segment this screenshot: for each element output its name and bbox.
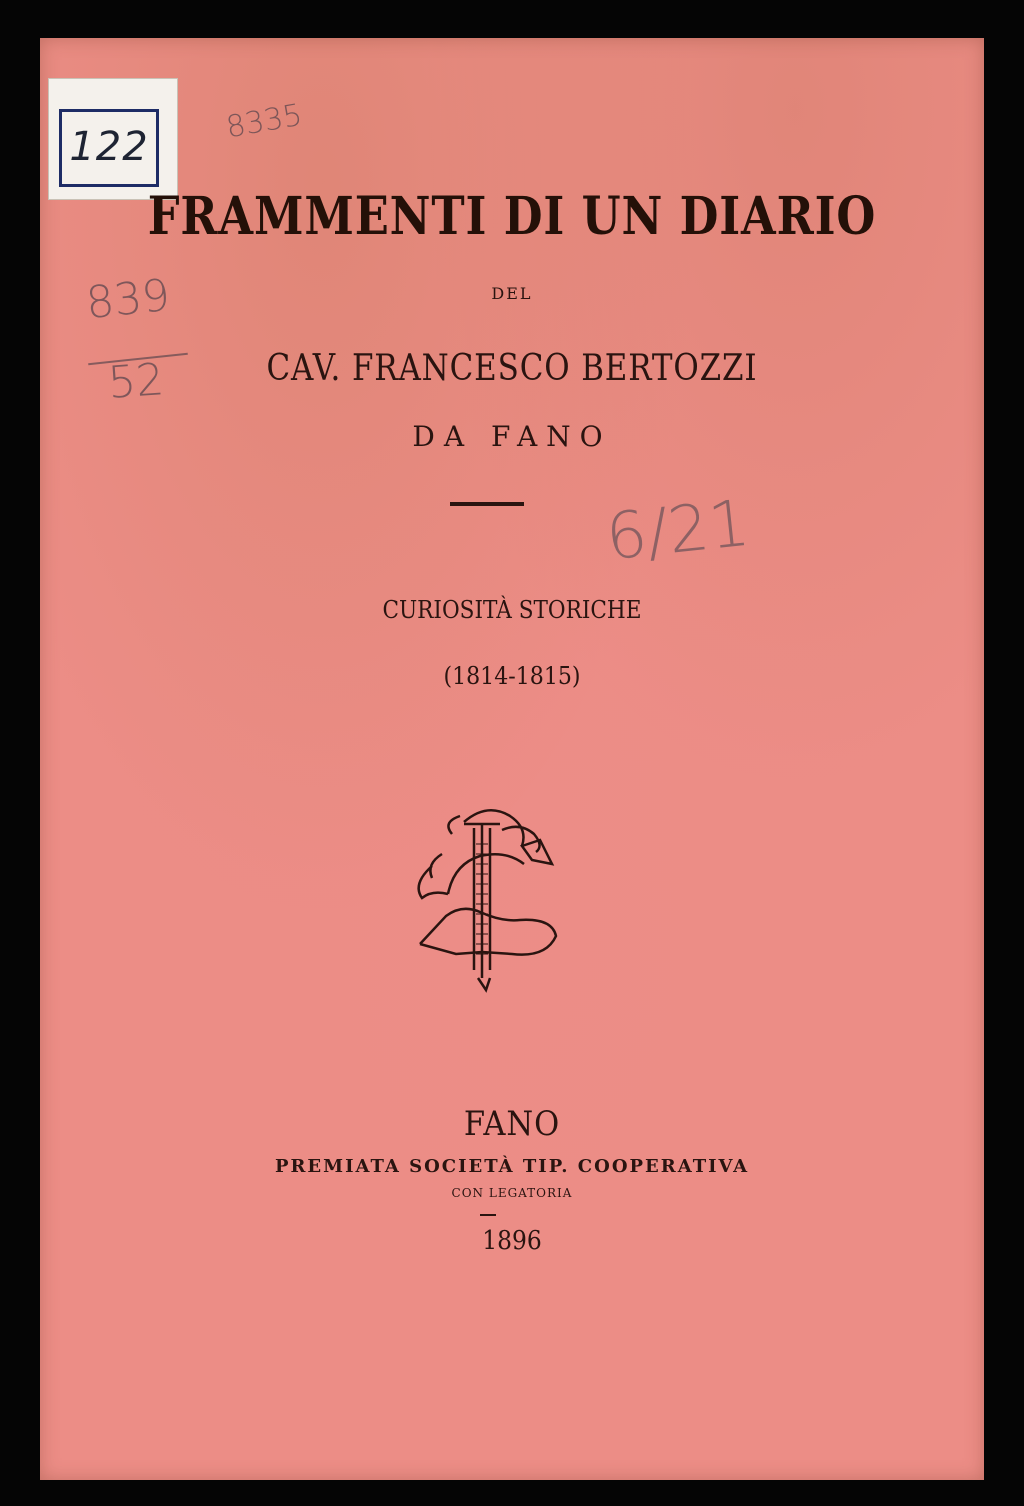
divider-rule [450,502,524,506]
publication-year: 1896 [482,1226,542,1256]
publisher-name: PREMIATA SOCIETÀ TIP. COOPERATIVA [274,1156,750,1177]
handwritten-number-right: 6/21 [602,486,754,576]
small-divider-rule [480,1214,496,1216]
author-origin: DA FANO [412,420,612,453]
library-label [48,78,178,200]
book-title: FRAMMENTI DI UN DIARIO [147,186,877,247]
book-years: (1814-1815) [443,662,581,690]
handwritten-number-top: 8335 [223,97,305,146]
handwritten-number-left-2: 52 [106,354,166,409]
handwritten-number-left-1: 839 [83,269,173,330]
library-label-frame [59,109,159,187]
author-name: CAV. FRANCESCO BERTOZZI [266,348,758,389]
title-preposition: DEL [491,284,533,303]
publisher-place: FANO [463,1104,561,1144]
publisher-note: CON LEGATORIA [451,1186,573,1200]
printer-monogram-icon [402,794,572,994]
library-label-number: 122 [69,124,149,170]
book-cover [40,38,984,1480]
book-subtitle: CURIOSITÀ STORICHE [382,596,642,624]
